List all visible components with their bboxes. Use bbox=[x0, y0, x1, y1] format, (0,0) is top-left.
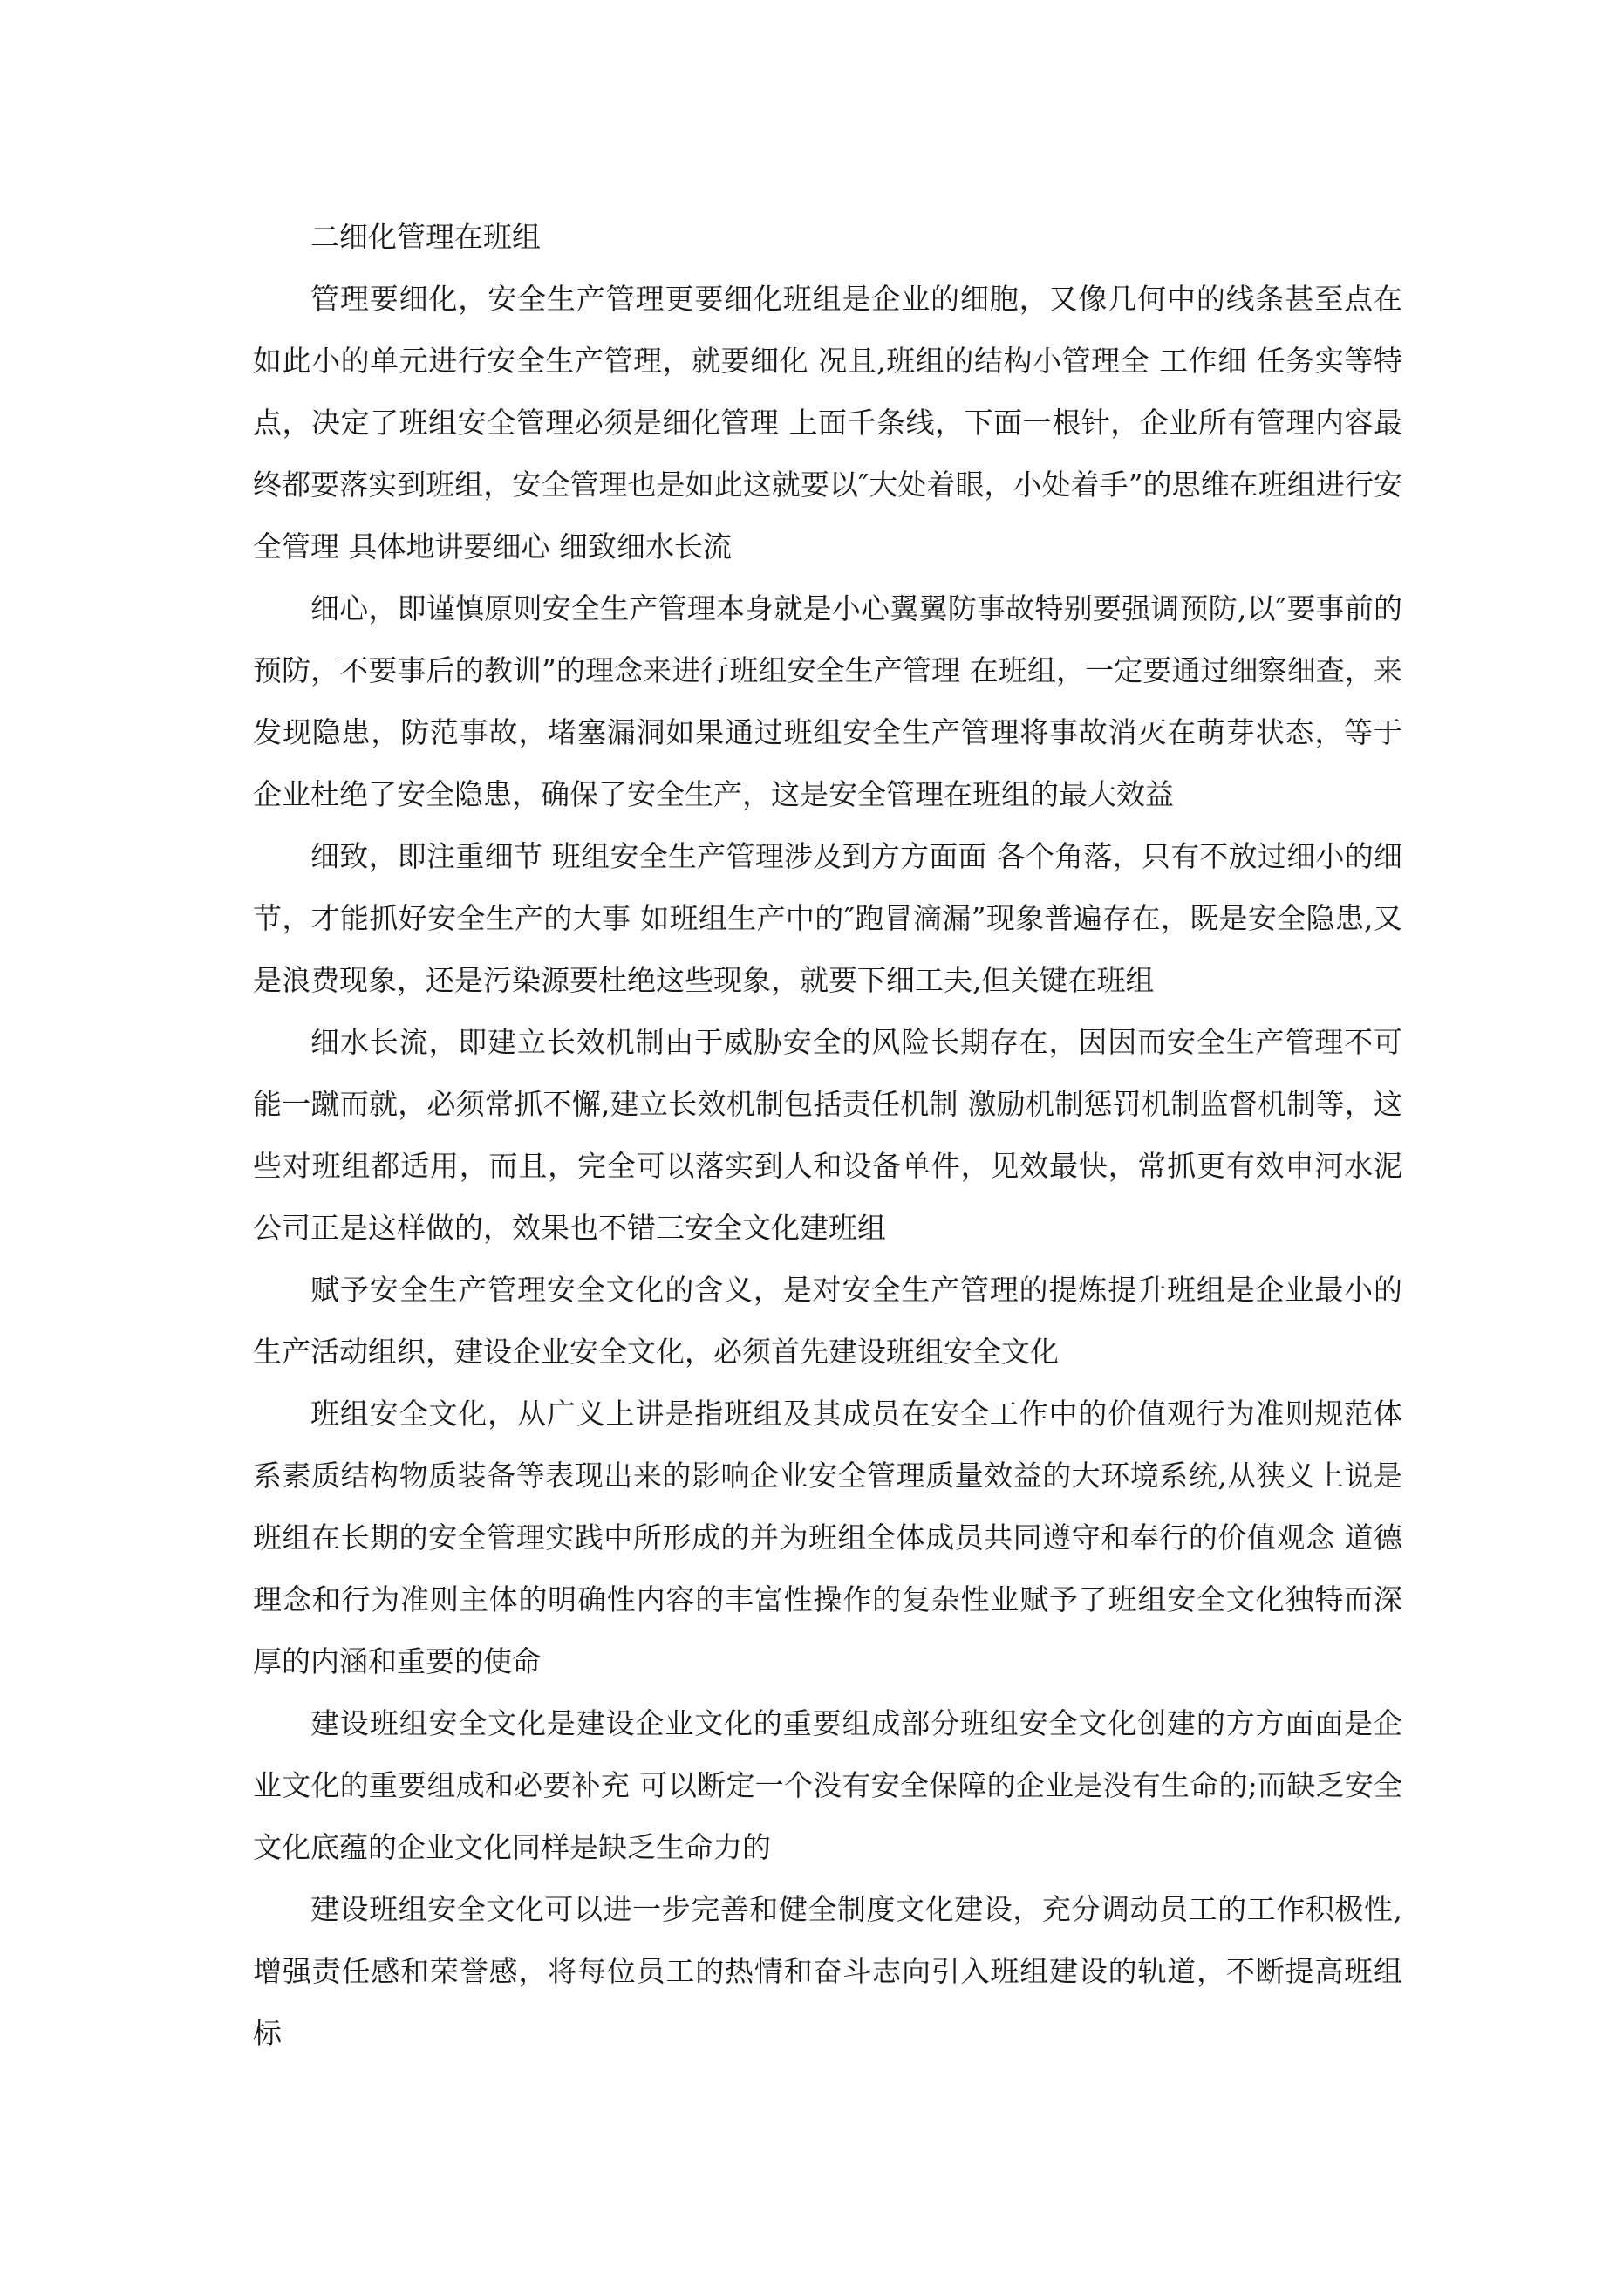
paragraph-8: 建设班组安全文化可以进一步完善和健全制度文化建设，充分调动员工的工作积极性,增强责任感和荣誉感，将每位员工的热情和奋斗志向引入班组建设的轨道，不断提高班组标 bbox=[253, 1892, 1402, 2050]
paragraph-7: 建设班组安全文化是建设企业文化的重要组成部分班组安全文化创建的方方面面是企业文化的重要组成和必要补充 可以断定一个没有安全保障的企业是没有生命的;而缺乏安全文化底蕴的企业文化同样是缺乏生命力的 bbox=[253, 1706, 1402, 1864]
paragraph-2: 细心，即谨慎原则安全生产管理本身就是小心翼翼防事故特别要强调预防,以″要事前的预防，不要事后的教训”的理念来进行班组安全生产管理 在班组，一定要通过细察细查，来发现隐患，防范事故，堵塞漏洞如果通过班组安全生产管理将事故消灭在萌芽状态，等于企业杜绝了安全隐患，确保了安全生产，这是安全管理在班组的最大效益 bbox=[253, 591, 1402, 811]
paragraph-4: 细水长流，即建立长效机制由于威胁安全的风险长期存在，因因而安全生产管理不可能一蹴而就，必须常抓不懈,建立长效机制包括责任机制 激励机制惩罚机制监督机制等，这些对班组都适用，而且，完全可以落实到人和设备单件，见效最快，常抓更有效申河水泥公司正是这样做的，效果也不错三安全文化建班组 bbox=[253, 1025, 1402, 1245]
paragraph-6: 班组安全文化，从广义上讲是指班组及其成员在安全工作中的价值观行为准则规范体系素质结构物质装备等表现出来的影响企业安全管理质量效益的大环境系统,从狭义上说是班组在长期的安全管理实践中所形成的并为班组全体成员共同遵守和奉行的价值观念 道德理念和行为准则主体的明确性内容的丰富性操作的复杂性业赋予了班组安全文化独特而深厚的内涵和重要的使命 bbox=[253, 1397, 1402, 1678]
paragraph-1: 管理要细化，安全生产管理更要细化班组是企业的细胞，又像几何中的线条甚至点在如此小的单元进行安全生产管理，就要细化 况且,班组的结构小管理全 工作细 任务实等特点，决定了班组安全管理必须是细化管理 上面千条线，下面一根针，企业所有管理内容最终都要落实到班组，安全管理也是如此这就要以″大处着眼，小处着手”的思维在班组进行安全管理 具体地讲要细心 细致细水长流 bbox=[253, 282, 1402, 564]
document-body bbox=[253, 206, 1402, 2064]
paragraph-3: 细致，即注重细节 班组安全生产管理涉及到方方面面 各个角落，只有不放过细小的细节，才能抓好安全生产的大事 如班组生产中的″跑冒滴漏”现象普遍存在，既是安全隐患,又是浪费现象，还是污染源要杜绝这些现象，就要下细工夫,但关键在班组 bbox=[253, 839, 1402, 997]
section-heading: 二细化管理在班组 bbox=[310, 220, 541, 254]
paragraph-5: 赋予安全生产管理安全文化的含义，是对安全生产管理的提炼提升班组是企业最小的生产活动组织，建设企业安全文化，必须首先建设班组安全文化 bbox=[253, 1273, 1402, 1369]
